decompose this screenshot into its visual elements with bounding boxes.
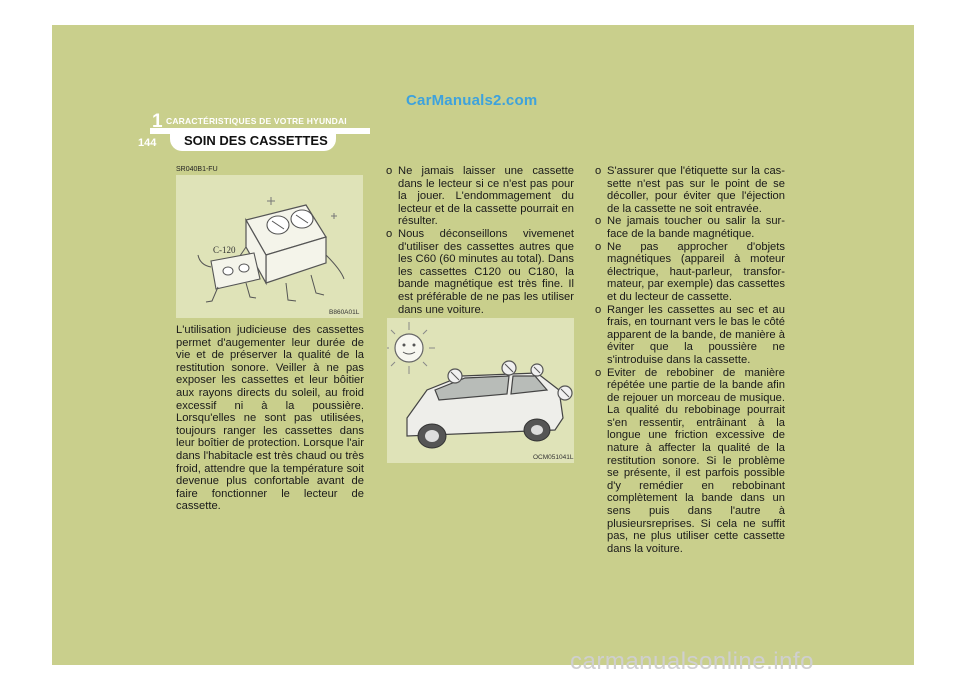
bullet-marker: o: [595, 303, 602, 316]
watermark-link[interactable]: CarManuals2.com: [406, 92, 538, 109]
bullet-marker: o: [595, 366, 602, 379]
section-title: SOIN DES CASSETTES: [184, 133, 328, 148]
chapter-title: CARACTÉRISTIQUES DE VOTRE HYUNDAI: [166, 116, 347, 126]
car-illustration: [387, 318, 574, 463]
column-3: [595, 165, 785, 555]
bullet-marker: o: [595, 165, 602, 177]
car-drawing: [387, 318, 574, 463]
bullet-marker: o: [595, 240, 602, 253]
list-item: o Ranger les cassettes au sec et au frais, en tournant vers le bas le côté apparent de la bande, de manière à éviter que la poussière ne s'introduise dans la cassette.: [595, 303, 785, 366]
bullet-marker: o: [386, 165, 393, 177]
column-1: [176, 324, 364, 513]
bullet-marker: o: [595, 215, 602, 228]
section-code: SR040B1-FU: [176, 166, 218, 173]
footer-watermark: carmanualsonline.info: [570, 648, 814, 675]
column-2: [386, 165, 574, 316]
intro-paragraph: L'utilisation judicieuse des cassettes permet d'augementer leur durée de vie et de préserver la qualité de la restitution sonore. Veiller à ne pas exposer les cassettes et leur bôitier aux rayons directs du soleil, au froid excessif ni à la poussière. Lorsqu'elles ne sont pas utilisées, toujours ranger les cassettes dans leur boîtier de protection. Lorsque l'air dans l'habitacle est très chaud ou très froid, attendre que la température soit devenue plus confortable avant de faire fonctionner le lecteur de cassette.: [176, 324, 364, 513]
list-item: o Ne jamais laisser une cassette dans le lecteur si ce n'est pas pour la jouer. L'endommagement du lecteur et de la cassette pourrait en résulter.: [386, 165, 574, 228]
list-item: o Ne jamais toucher ou salir la sur-face de la bande magnétique.: [595, 215, 785, 240]
chapter-number: 1: [152, 111, 163, 132]
figure2-code: OCM051041L: [533, 454, 574, 461]
figure1-code: B860A01L: [329, 309, 360, 316]
page-number: 144: [138, 137, 157, 149]
list-item: o Eviter de rebobiner de manière répétée une partie de la bande afin de rejouer un morceau de musique. La qualité du rebobinage pourrait s'en ressentir, entrâinant à la longue une friction excessive de nature à affecter la qualité de la restitution sonore. Si le problème se présente, il est parfois possible d'y remédier en rebobinant complètement la bande dans un sens puis dans l'autre à plusieursreprises. Si cela ne suffit pas, ne plus utiliser cette cassette dans la voiture.: [595, 366, 785, 555]
cassette-drawing: [176, 175, 363, 318]
list-item: o Ne pas approcher d'objets magnétiques (appareil à moteur électrique, haut-parleur, transfor-mateur, par exemple) das cassettes et du lecteur de cassette.: [595, 240, 785, 303]
list-item: o Nous déconseillons vivemenet d'utiliser des cassettes autres que les C60 (60 minutes au total). Dans les cassettes C120 ou C180, la bande magnétique est très fine. Il est préférable de ne pas les utiliser dans une voiture.: [386, 227, 574, 316]
list-item: o S'assurer que l'étiquette sur la cas-sette n'est pas sur le point de se décoller, pour éviter que l'éjection de la cassette ne soit entravée.: [595, 165, 785, 215]
cassette-label: C-120: [213, 245, 236, 255]
cassette-illustration: [176, 175, 363, 318]
bullet-marker: o: [386, 227, 393, 240]
